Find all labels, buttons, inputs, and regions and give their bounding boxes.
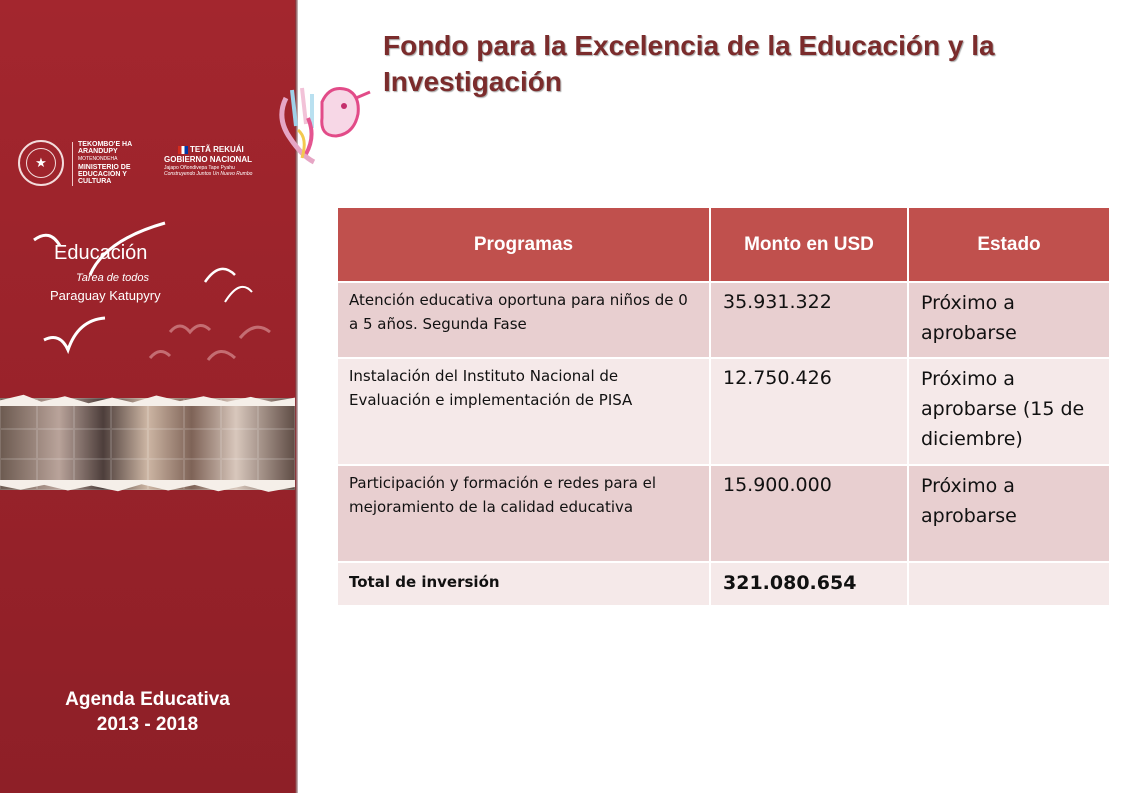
total-label-cell: Total de inversión: [338, 562, 710, 605]
logo-divider: [72, 142, 73, 186]
header-amount: Monto en USD: [710, 208, 908, 282]
government-logo-line3: Jajapo Oñondivepa Tape Pyahu: [164, 165, 235, 172]
table-header-row: [338, 208, 1109, 282]
ministry-logo-line3: MINISTERIO DE EDUCACIÓN Y CULTURA: [78, 164, 131, 185]
total-status-cell: [908, 562, 1109, 605]
ministry-logo-line2: MOTENONDEHA: [78, 156, 118, 162]
flag-icon: [178, 146, 188, 154]
program-cell: Instalación del Instituto Nacional de Evaluación e implementación de PISA: [338, 358, 710, 465]
amount-cell: 35.931.322: [710, 282, 908, 358]
status-cell: Próximo a aprobarse: [908, 282, 1109, 358]
total-amount-cell: 321.080.654: [710, 562, 908, 605]
sidebar-banner: [0, 0, 295, 793]
government-logo: [164, 146, 284, 177]
national-seal-icon: ★: [18, 140, 64, 186]
header-programs: Programas: [338, 208, 710, 282]
status-cell: Próximo a aprobarse (15 de diciembre): [908, 358, 1109, 465]
header-status: Estado: [908, 208, 1109, 282]
status-cell: Próximo a aprobarse: [908, 465, 1109, 562]
agenda-label: [0, 688, 295, 737]
table-row: [338, 465, 1109, 562]
institution-logos: [18, 138, 283, 190]
program-cell: Atención educativa oportuna para niños de 0 a 5 años. Segunda Fase: [338, 282, 710, 358]
government-logo-line4: Construyendo Juntos Un Nuevo Rumbo: [164, 171, 253, 178]
amount-cell: 12.750.426: [710, 358, 908, 465]
program-cell: Participación y formación e redes para el mejoramiento de la calidad educativa: [338, 465, 710, 562]
campaign-subtitle: Tarea de todos: [76, 272, 149, 284]
table-row: [338, 282, 1109, 358]
child-drawing-icon: [268, 78, 378, 168]
ministry-logo-line1: TEKOMBO'E HA ARANDUPY: [78, 141, 132, 155]
government-logo-line2: GOBIERNO NACIONAL: [164, 155, 252, 165]
photo-collage: [0, 398, 295, 490]
investment-table: [338, 208, 1109, 605]
table-total-row: [338, 562, 1109, 605]
campaign-title: Educación: [54, 242, 148, 264]
agenda-years: 2013 - 2018: [96, 713, 199, 735]
amount-cell: 15.900.000: [710, 465, 908, 562]
agenda-line1: Agenda Educativa: [65, 689, 230, 710]
ministry-logo: [78, 141, 158, 185]
campaign-slogan: Paraguay Katupyry: [50, 288, 161, 303]
government-logo-line1: TETÃ REKUÁI: [190, 145, 244, 155]
campaign-logo: [30, 220, 280, 370]
table-row: [338, 358, 1109, 465]
page-title: Fondo para la Excelencia de la Educación y la Investigación: [383, 30, 995, 98]
